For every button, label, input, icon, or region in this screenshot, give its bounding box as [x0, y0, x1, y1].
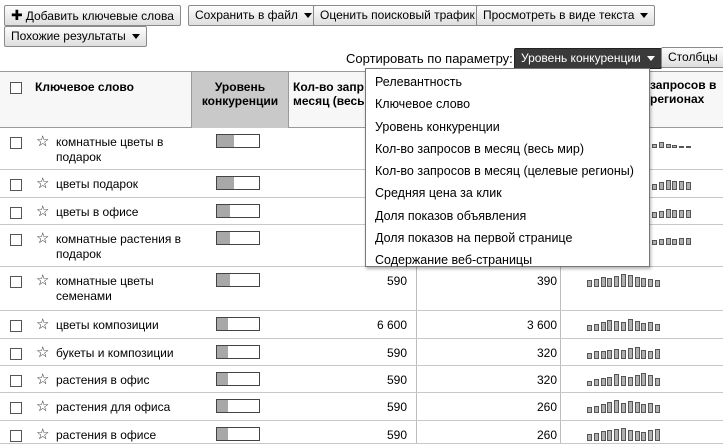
row-checkbox[interactable]	[10, 348, 22, 360]
global-searches-value: 590	[386, 373, 407, 387]
sparkline-bar	[587, 407, 592, 413]
sparkline-bar	[672, 210, 677, 218]
global-searches-value: 590	[386, 274, 407, 288]
sort-select[interactable]: Уровень конкуренции	[514, 48, 662, 69]
table-row	[0, 311, 723, 339]
sparkline-bar	[655, 378, 660, 386]
sparkline-bar	[679, 238, 684, 245]
sparkline-bar	[648, 375, 653, 386]
row-checkbox[interactable]	[10, 402, 22, 414]
competition-bar	[216, 273, 260, 287]
sort-dropdown-menu	[365, 68, 650, 267]
competition-bar-fill	[217, 400, 228, 412]
sparkline-bar	[607, 402, 612, 413]
sparkline-bar	[614, 374, 619, 386]
row-checkbox[interactable]	[10, 234, 22, 246]
sparkline-bar	[666, 238, 671, 245]
sparkline-bar	[614, 349, 619, 359]
star-icon[interactable]: ☆	[36, 398, 50, 415]
sparkline-bar	[628, 275, 633, 287]
sparkline-bar	[679, 210, 684, 218]
sparkline-bar	[635, 321, 640, 331]
sparkline-bar	[621, 403, 626, 413]
star-icon[interactable]: ☆	[36, 426, 50, 443]
sparkline-bar	[628, 377, 633, 386]
competition-bar-fill	[217, 177, 234, 189]
chevron-down-icon	[647, 56, 655, 61]
star-icon[interactable]: ☆	[36, 371, 50, 388]
competition-bar	[216, 134, 260, 148]
competition-bar	[216, 372, 260, 386]
chevron-down-icon	[640, 13, 648, 18]
local-searches-value: 3 600	[526, 318, 557, 332]
sparkline-bar	[686, 238, 691, 245]
sparkline-bar	[659, 182, 664, 190]
sparkline-bar	[652, 212, 657, 218]
sparkline-bar	[672, 239, 677, 245]
sparkline-bar	[607, 350, 612, 359]
view-as-text-button[interactable]: Просмотреть в виде текста	[476, 5, 655, 26]
table-row	[0, 393, 723, 421]
local-searches-value: 320	[536, 346, 557, 360]
keyword-text: комнатные цветы в подарок	[56, 135, 164, 164]
competition-bar-fill	[217, 346, 228, 358]
similar-results-button[interactable]: Похожие результаты	[4, 26, 147, 47]
keyword-text: букеты и композиции	[56, 346, 174, 360]
row-checkbox[interactable]	[10, 179, 22, 191]
table-row	[0, 421, 723, 444]
sparkline-bar	[672, 145, 677, 148]
table-row	[0, 366, 723, 393]
sparkline-bar	[659, 211, 664, 218]
sparkline-bar	[621, 428, 626, 441]
sort-option[interactable]: Ключевое слово	[375, 97, 471, 112]
keyword-text: растения в офис	[56, 373, 150, 387]
sort-label: Сортировать по параметру:	[346, 51, 513, 66]
star-icon[interactable]: ☆	[36, 203, 50, 220]
sparkline-bar	[641, 278, 646, 287]
sort-option[interactable]: Средняя цена за клик	[375, 186, 502, 201]
sparkline-bar	[614, 400, 619, 413]
table-row	[0, 339, 723, 366]
sparkline-bar	[621, 350, 626, 359]
competition-bar-fill	[217, 318, 228, 330]
sparkline-bar	[594, 379, 599, 386]
sparkline-bar	[621, 376, 626, 386]
chevron-down-icon	[132, 34, 140, 39]
keyword-text: растения для офиса	[56, 400, 171, 414]
header-local-searches[interactable]: запросов в регионах	[650, 78, 717, 106]
sparkline-bar	[686, 182, 691, 190]
table-row	[0, 267, 723, 311]
sparkline-bar	[679, 181, 684, 190]
sparkline-bar	[607, 377, 612, 386]
competition-bar-fill	[217, 135, 234, 147]
sparkline-bar	[655, 405, 660, 413]
competition-bar	[216, 176, 260, 190]
sparkline-bar	[655, 349, 660, 359]
sparkline-bar	[666, 180, 671, 190]
sparkline-bar	[628, 348, 633, 359]
sparkline-bar	[672, 181, 677, 190]
sparkline-bar	[641, 373, 646, 386]
sort-option[interactable]: Релевантность	[375, 75, 462, 89]
local-searches-value: 390	[536, 274, 557, 288]
sparkline-bar	[655, 280, 660, 287]
sort-option[interactable]: Уровень конкуренции	[375, 119, 500, 134]
global-searches-value: 590	[386, 346, 407, 360]
sparkline-bar	[655, 429, 660, 441]
sparkline-bar	[641, 350, 646, 359]
sparkline-bar	[587, 353, 592, 359]
sparkline-bar	[628, 430, 633, 441]
sparkline-bar	[635, 277, 640, 287]
row-checkbox[interactable]	[10, 207, 22, 219]
sparkline-bar	[594, 406, 599, 413]
keyword-text: цветы композиции	[56, 318, 159, 332]
sparkline-bar	[648, 403, 653, 413]
sparkline-bar	[648, 351, 653, 359]
sparkline-bar	[587, 434, 592, 441]
sparkline-bar	[601, 431, 606, 441]
sparkline-bar	[628, 401, 633, 413]
select-all-checkbox[interactable]	[10, 82, 22, 94]
sparkline-bar	[666, 209, 671, 218]
sparkline-bar	[648, 322, 653, 331]
sparkline-bar	[659, 142, 664, 148]
sparkline-bar	[648, 279, 653, 287]
global-searches-value: 6 600	[376, 318, 407, 332]
local-searches-value: 260	[536, 400, 557, 414]
sparkline-bar	[594, 279, 599, 287]
keyword-text: растения в офисе	[56, 428, 157, 442]
header-global-searches[interactable]: Кол-во запр месяц (весь	[293, 80, 365, 108]
global-searches-value: 590	[386, 428, 407, 442]
sparkline-bar	[601, 404, 606, 413]
sparkline-bar	[614, 429, 619, 441]
sparkline-bar	[601, 351, 606, 359]
competition-bar	[216, 399, 260, 413]
sparkline-bar	[635, 431, 640, 441]
columns-button[interactable]: Столбцы	[661, 47, 723, 68]
sparkline-bar	[635, 375, 640, 386]
row-checkbox[interactable]	[10, 320, 22, 332]
row-checkbox[interactable]	[10, 375, 22, 387]
sparkline-bar	[648, 430, 653, 441]
star-icon[interactable]: ☆	[36, 133, 50, 150]
sparkline-bar	[666, 144, 671, 148]
local-searches-value: 320	[536, 373, 557, 387]
star-icon[interactable]: ☆	[36, 272, 50, 289]
sparkline-bar	[594, 324, 599, 331]
sparkline-bar	[679, 146, 684, 148]
star-icon[interactable]: ☆	[36, 230, 50, 247]
sparkline-bar	[601, 378, 606, 386]
sparkline-bar	[594, 433, 599, 441]
sparkline-bar	[614, 321, 619, 331]
star-icon[interactable]: ☆	[36, 316, 50, 333]
competition-bar-fill	[217, 205, 230, 217]
competition-bar-fill	[217, 373, 228, 385]
chevron-down-icon	[304, 13, 312, 18]
add-keywords-button[interactable]: ✚ Добавить ключевые слова	[4, 5, 181, 26]
sparkline-bar	[641, 323, 646, 331]
sparkline-bar	[621, 274, 626, 287]
sparkline-bar	[641, 432, 646, 441]
sparkline-bar	[652, 184, 657, 190]
sparkline-bar	[601, 277, 606, 287]
sparkline-bar	[652, 240, 657, 245]
sparkline-bar	[621, 322, 626, 331]
competition-bar	[216, 427, 260, 441]
keyword-text: цветы подарок	[56, 177, 139, 191]
plus-icon: ✚	[11, 7, 23, 23]
star-icon[interactable]: ☆	[36, 175, 50, 192]
sparkline-bar	[655, 324, 660, 331]
competition-bar	[216, 204, 260, 218]
sparkline-bar	[607, 430, 612, 441]
sort-option[interactable]: Содержание веб-страницы	[375, 253, 533, 268]
sort-option[interactable]: Кол-во запросов в месяц (целевые регионы)	[375, 164, 634, 179]
sparkline-bar	[686, 210, 691, 218]
competition-bar	[216, 231, 260, 245]
global-searches-value: 590	[386, 400, 407, 414]
sparkline-bar	[607, 278, 612, 287]
sparkline-bar	[587, 280, 592, 287]
header-competition[interactable]: Уровень конкуренции	[201, 80, 279, 108]
sparkline-bar	[601, 322, 606, 331]
header-keyword[interactable]: Ключевое слово	[35, 80, 134, 94]
sparkline-bar	[635, 402, 640, 413]
row-checkbox[interactable]	[10, 430, 22, 442]
competition-bar-fill	[217, 428, 228, 440]
star-icon[interactable]: ☆	[36, 344, 50, 361]
competition-bar-fill	[217, 232, 230, 244]
sparkline-bar	[628, 319, 633, 331]
keyword-text: комнатные цветы семенами	[56, 274, 154, 303]
estimate-traffic-button[interactable]: Оценить поисковый трафик	[313, 5, 482, 26]
sort-option[interactable]: Доля показов на первой странице	[375, 231, 573, 246]
competition-bar	[216, 345, 260, 359]
sparkline-bar	[587, 381, 592, 386]
sparkline-bar	[614, 276, 619, 287]
save-to-file-button[interactable]: Сохранить в файл	[188, 5, 319, 26]
sort-option[interactable]: Доля показов объявления	[375, 208, 527, 223]
keyword-text: цветы в офисе	[56, 205, 139, 219]
row-checkbox[interactable]	[10, 276, 22, 288]
sparkline-bar	[659, 239, 664, 245]
sparkline-bar	[587, 325, 592, 331]
local-searches-value: 260	[536, 428, 557, 442]
sparkline-bar	[686, 146, 691, 148]
sparkline-bar	[652, 144, 657, 148]
sparkline-bar	[594, 351, 599, 359]
sparkline-bar	[641, 404, 646, 413]
competition-bar	[216, 317, 260, 331]
sparkline-bar	[635, 347, 640, 359]
sparkline-bar	[607, 320, 612, 331]
row-checkbox[interactable]	[10, 137, 22, 149]
competition-bar-fill	[217, 274, 230, 286]
sort-option[interactable]: Кол-во запросов в месяц (весь мир)	[375, 141, 585, 156]
keyword-text: комнатные растения в подарок	[56, 232, 182, 261]
